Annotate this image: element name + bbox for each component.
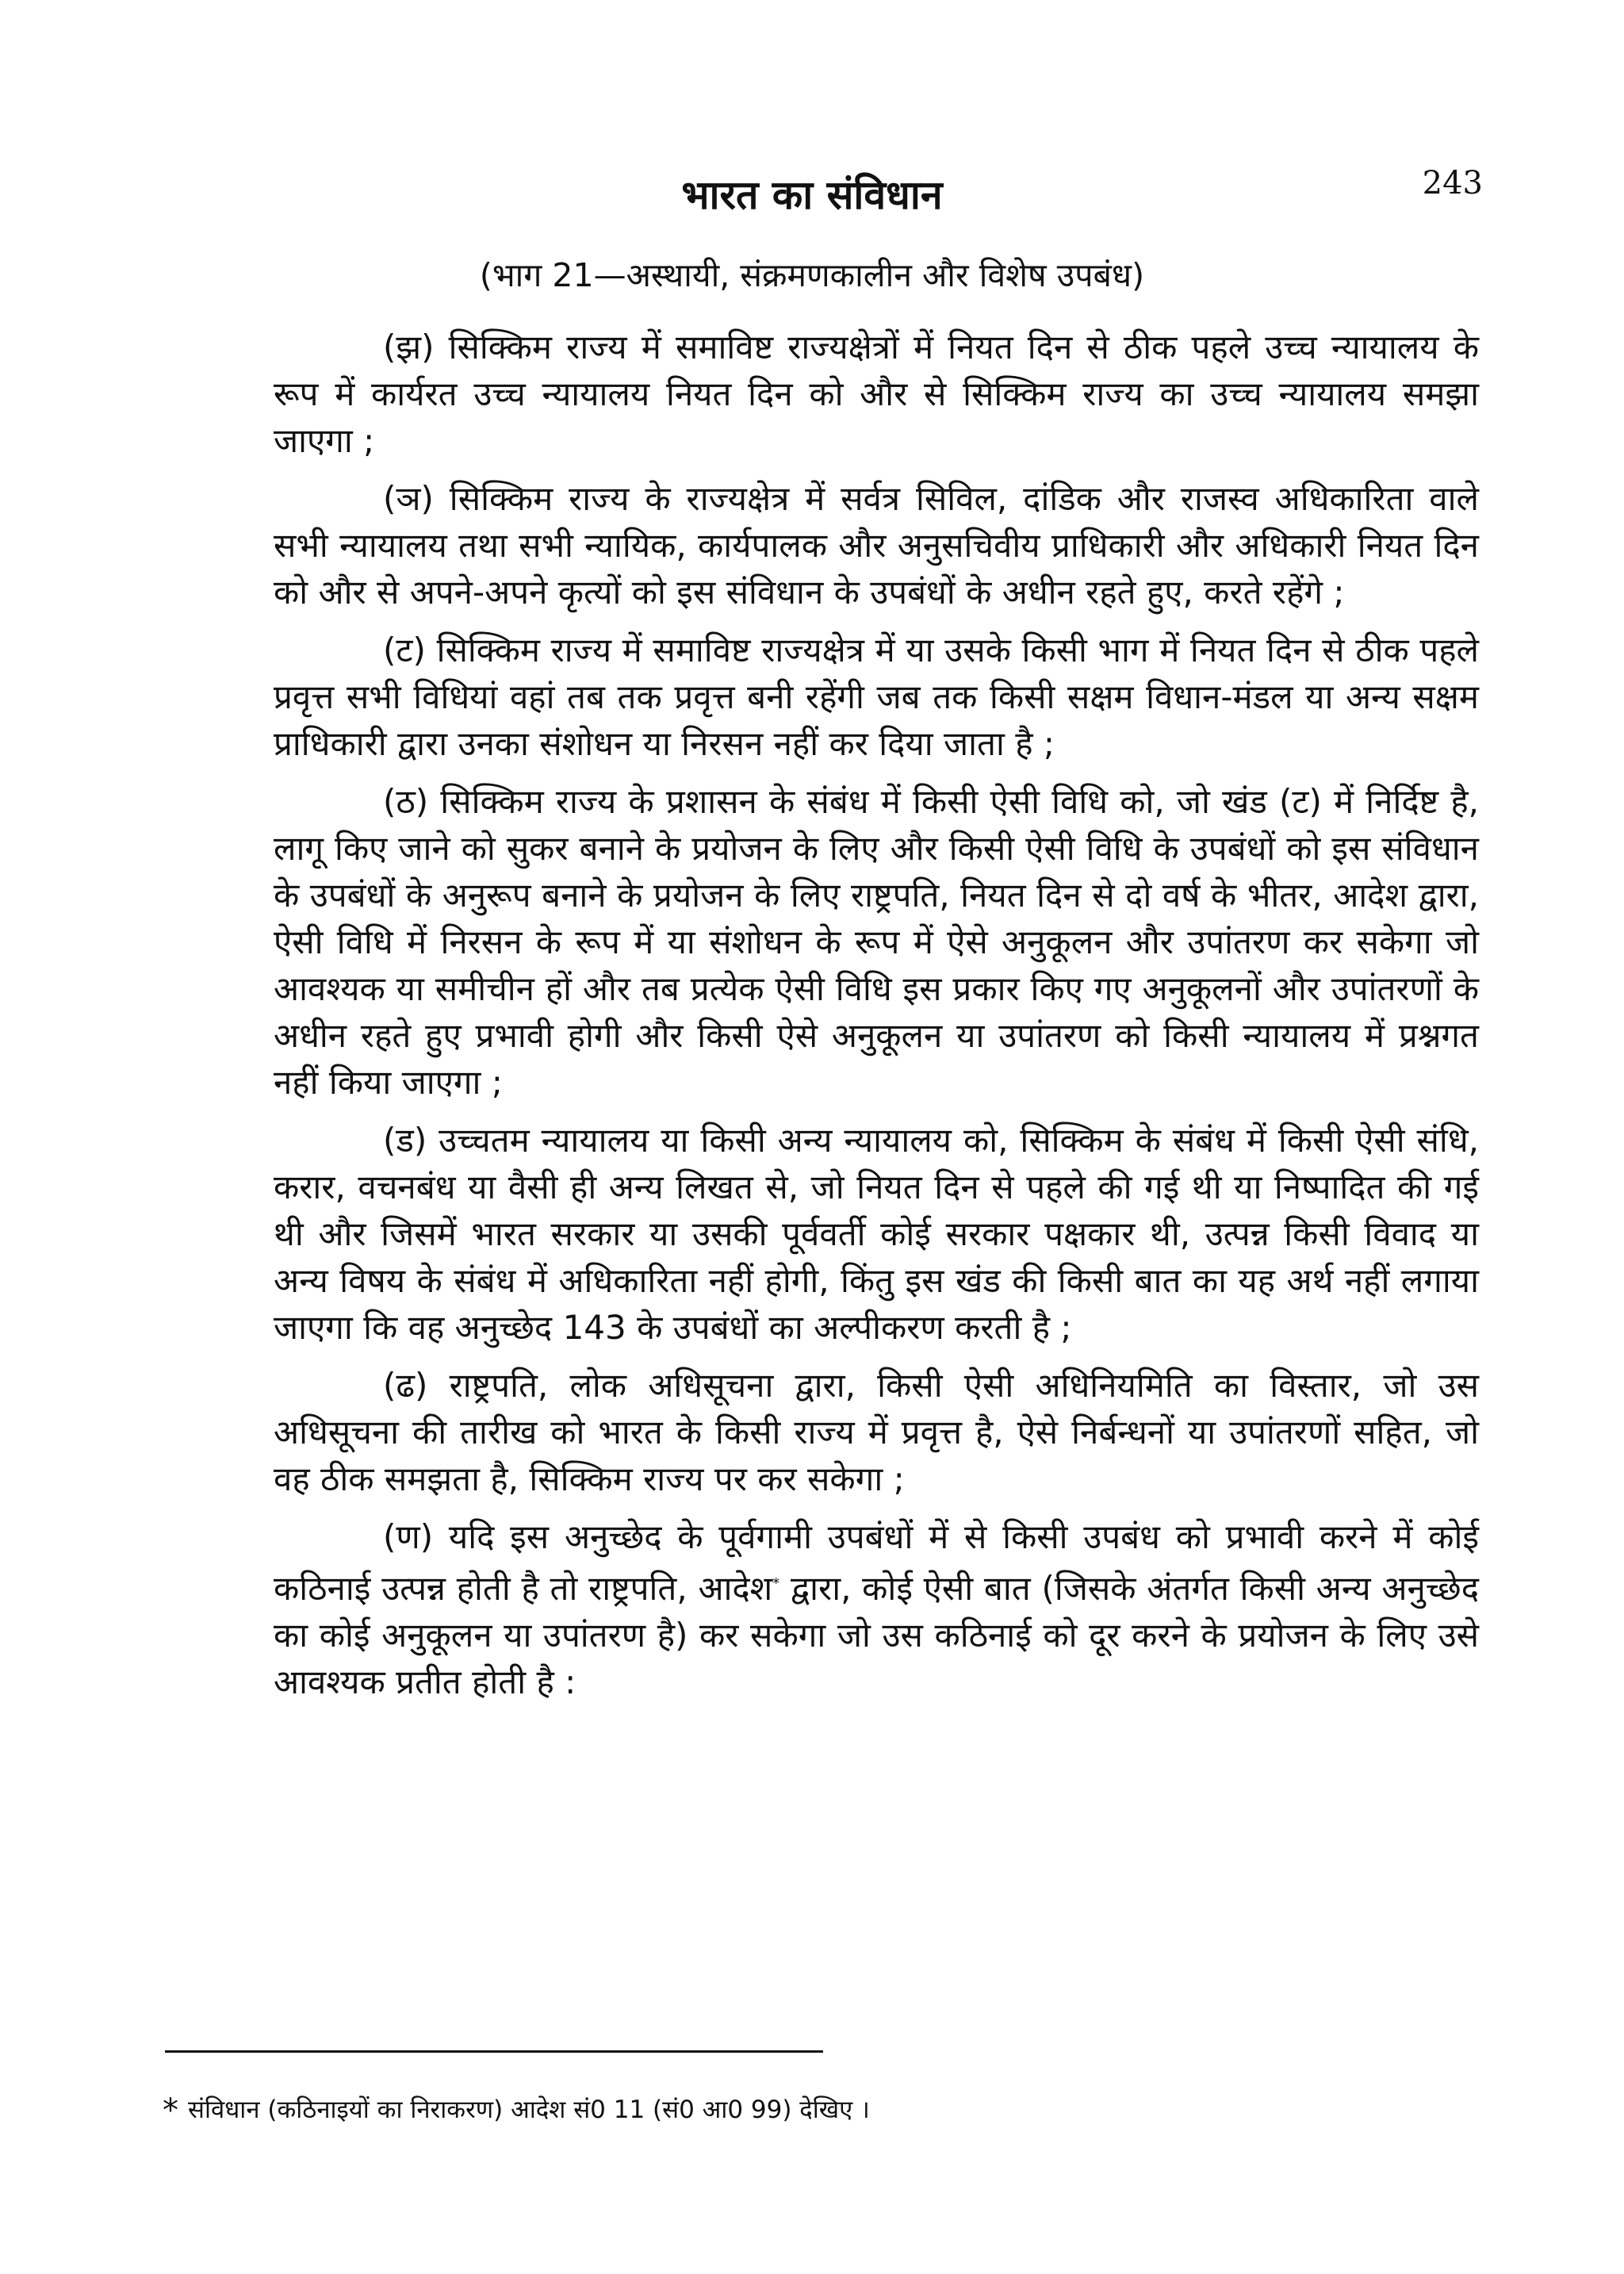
clause-na-text-end: द्वारा, कोई ऐसी बात (जिसके अंतर्गत किसी अन्य अनुच्छेद का कोई अनुकूलन या उपांतरण है) कर सकेगा जो उस कठिनाई को दूर करने के प्रयोजन के लिए उसे आवश्यक प्रतीत होती है : [274, 1569, 1479, 1701]
page-number: 243 [1422, 165, 1483, 201]
page-subtitle: (भाग 21—अस्थायी, संक्रमणकालीन और विशेष उपबंध) [479, 256, 1145, 294]
clause-jha: (झ) सिक्किम राज्य में समाविष्ट राज्यक्षेत्रों में नियत दिन से ठीक पहले उच्च न्यायालय के रूप में कार्यरत उच्च न्यायालय नियत दिन को और से सिक्किम राज्य का उच्च न्यायालय समझा जाएगा ; [274, 328, 1479, 460]
page-title: भारत का संविधान [681, 172, 943, 218]
footnote-reference-marker: * [772, 1575, 780, 1592]
clause-na-text-start: (ण) यदि इस अनुच्छेद के पूर्वगामी उपबंधों में से किसी उपबंध को प्रभावी करने में कोई कठिनाई उत्पन्न होती है तो राष्ट्रपति, आदेश [274, 1517, 1479, 1608]
footnote-marker: * [163, 2092, 178, 2129]
clause-da: (ड) उच्चतम न्यायालय या किसी अन्य न्यायालय को, सिक्किम के संबंध में किसी ऐसी संधि, करार, वचनबंध या वैसी ही अन्य लिखत से, जो नियत दिन से पहले की गई थी या निष्पादित की गई थी और जिसमें भारत सरकार या उसकी पूर्ववर्ती कोई सरकार पक्षकार थी, उत्पन्न किसी विवाद या अन्य विषय के संबंध में अधिकारिता नहीं होगी, किंतु इस खंड की किसी बात का यह अर्थ नहीं लगाया जाएगा कि वह अनुच्छेद 143 के उपबंधों का अल्पीकरण करती है ; [274, 1121, 1479, 1347]
clause-na [274, 1513, 1479, 1705]
clause-ta: (ट) सिक्किम राज्य में समाविष्ट राज्यक्षेत्र में या उसके किसी भाग में नियत दिन से ठीक पहले प्रवृत्त सभी विधियां वहां तब तक प्रवृत्त बनी रहेंगी जब तक किसी सक्षम विधान-मंडल या अन्य सक्षम प्राधिकारी द्वारा उनका संशोधन या निरसन नहीं कर दिया जाता है ; [274, 631, 1479, 763]
clause-tha: (ठ) सिक्किम राज्य के प्रशासन के संबंध में किसी ऐसी विधि को, जो खंड (ट) में निर्दिष्ट है, लागू किए जाने को सुकर बनाने के प्रयोजन के लिए और किसी ऐसी विधि के उपबंधों को इस संविधान के उपबंधों के अनुरूप बनाने के प्रयोजन के लिए राष्ट्रपति, नियत दिन से दो वर्ष के भीतर, आदेश द्वारा, ऐसी विधि में निरसन के रूप में या संशोधन के रूप में ऐसे अनुकूलन और उपांतरण कर सकेगा जो आवश्यक या समीचीन हों और तब प्रत्येक ऐसी विधि इस प्रकार किए गए अनुकूलनों और उपांतरणों के अधीन रहते हुए प्रभावी होगी और किसी ऐसे अनुकूलन या उपांतरण को किसी न्यायालय में प्रश्नगत नहीं किया जाएगा ; [274, 782, 1479, 1102]
footnote [163, 2092, 1431, 2129]
clause-nya: (ञ) सिक्किम राज्य के राज्यक्षेत्र में सर्वत्र सिविल, दांडिक और राजस्व अधिकारिता वाले सभी न्यायालय तथा सभी न्यायिक, कार्यपालक और अनुसचिवीय प्राधिकारी और अधिकारी नियत दिन को और से अपने-अपने कृत्यों को इस संविधान के उपबंधों के अधीन रहते हुए, करते रहेंगे ; [274, 479, 1479, 612]
clause-dha: (ढ) राष्ट्रपति, लोक अधिसूचना द्वारा, किसी ऐसी अधिनियमिति का विस्तार, जो उस अधिसूचना की तारीख को भारत के किसी राज्य में प्रवृत्त है, ऐसे निर्बन्धनों या उपांतरणों सहित, जो वह ठीक समझता है, सिक्किम राज्य पर कर सकेगा ; [274, 1366, 1479, 1498]
document-body [274, 324, 1479, 1716]
footnote-text: संविधान (कठिनाइयों का निराकरण) आदेश सं0 11 (सं0 आ0 99) देखिए । [188, 2096, 870, 2124]
footnote-divider [165, 2050, 823, 2053]
